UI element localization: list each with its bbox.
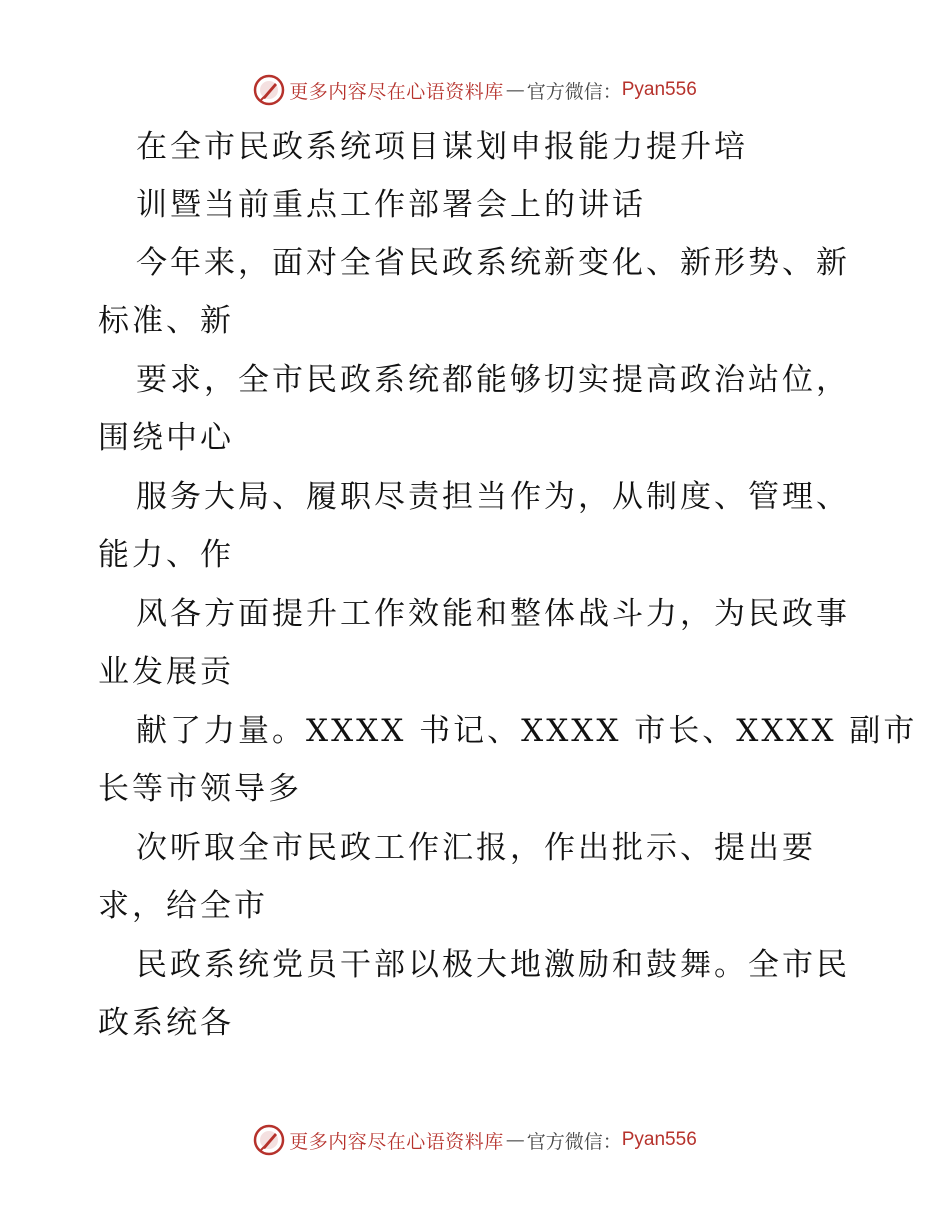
watermark-brand: 更多内容尽在心语资料库 xyxy=(289,1130,504,1153)
watermark-label: 官方微信： xyxy=(526,80,622,103)
body-line: 今年来，面对全省民政系统新变化、新形势、新 xyxy=(136,245,850,281)
body-line: 长等市领导多 xyxy=(98,771,302,807)
feather-pen-seal-icon xyxy=(253,1124,285,1156)
body-line: 次听取全市民政工作汇报，作出批示、提出要 xyxy=(136,830,816,866)
title-line-1: 在全市民政系统项目谋划申报能力提升培 xyxy=(136,129,748,165)
watermark-separator: — xyxy=(505,79,525,101)
body-line: 献了力量。XXXX 书记、XXXX 市长、XXXX 副市 xyxy=(136,713,918,749)
feather-pen-seal-icon xyxy=(253,74,285,106)
watermark-wechat-id: Pyan556 xyxy=(621,79,697,100)
footer-watermark xyxy=(0,1122,950,1158)
body-line: 围绕中心 xyxy=(98,420,234,456)
body-line: 能力、作 xyxy=(98,537,234,573)
watermark-label: 官方微信： xyxy=(526,1130,622,1153)
body-line: 服务大局、履职尽责担当作为，从制度、管理、 xyxy=(136,479,850,515)
body-line: 标准、新 xyxy=(98,303,234,339)
body-line: 风各方面提升工作效能和整体战斗力，为民政事 xyxy=(136,596,850,632)
body-line: 民政系统党员干部以极大地激励和鼓舞。全市民 xyxy=(136,947,850,983)
watermark-wechat-id: Pyan556 xyxy=(621,1129,697,1150)
header-watermark xyxy=(0,72,950,108)
watermark-separator: — xyxy=(505,1129,525,1151)
title-line-2: 训暨当前重点工作部署会上的讲话 xyxy=(136,187,646,223)
body-line: 求，给全市 xyxy=(98,888,268,924)
body-line: 业发展贡 xyxy=(98,654,234,690)
body-line: 要求，全市民政系统都能够切实提高政治站位， xyxy=(136,362,850,398)
watermark-brand: 更多内容尽在心语资料库 xyxy=(289,80,504,103)
body-line: 政系统各 xyxy=(98,1005,234,1041)
